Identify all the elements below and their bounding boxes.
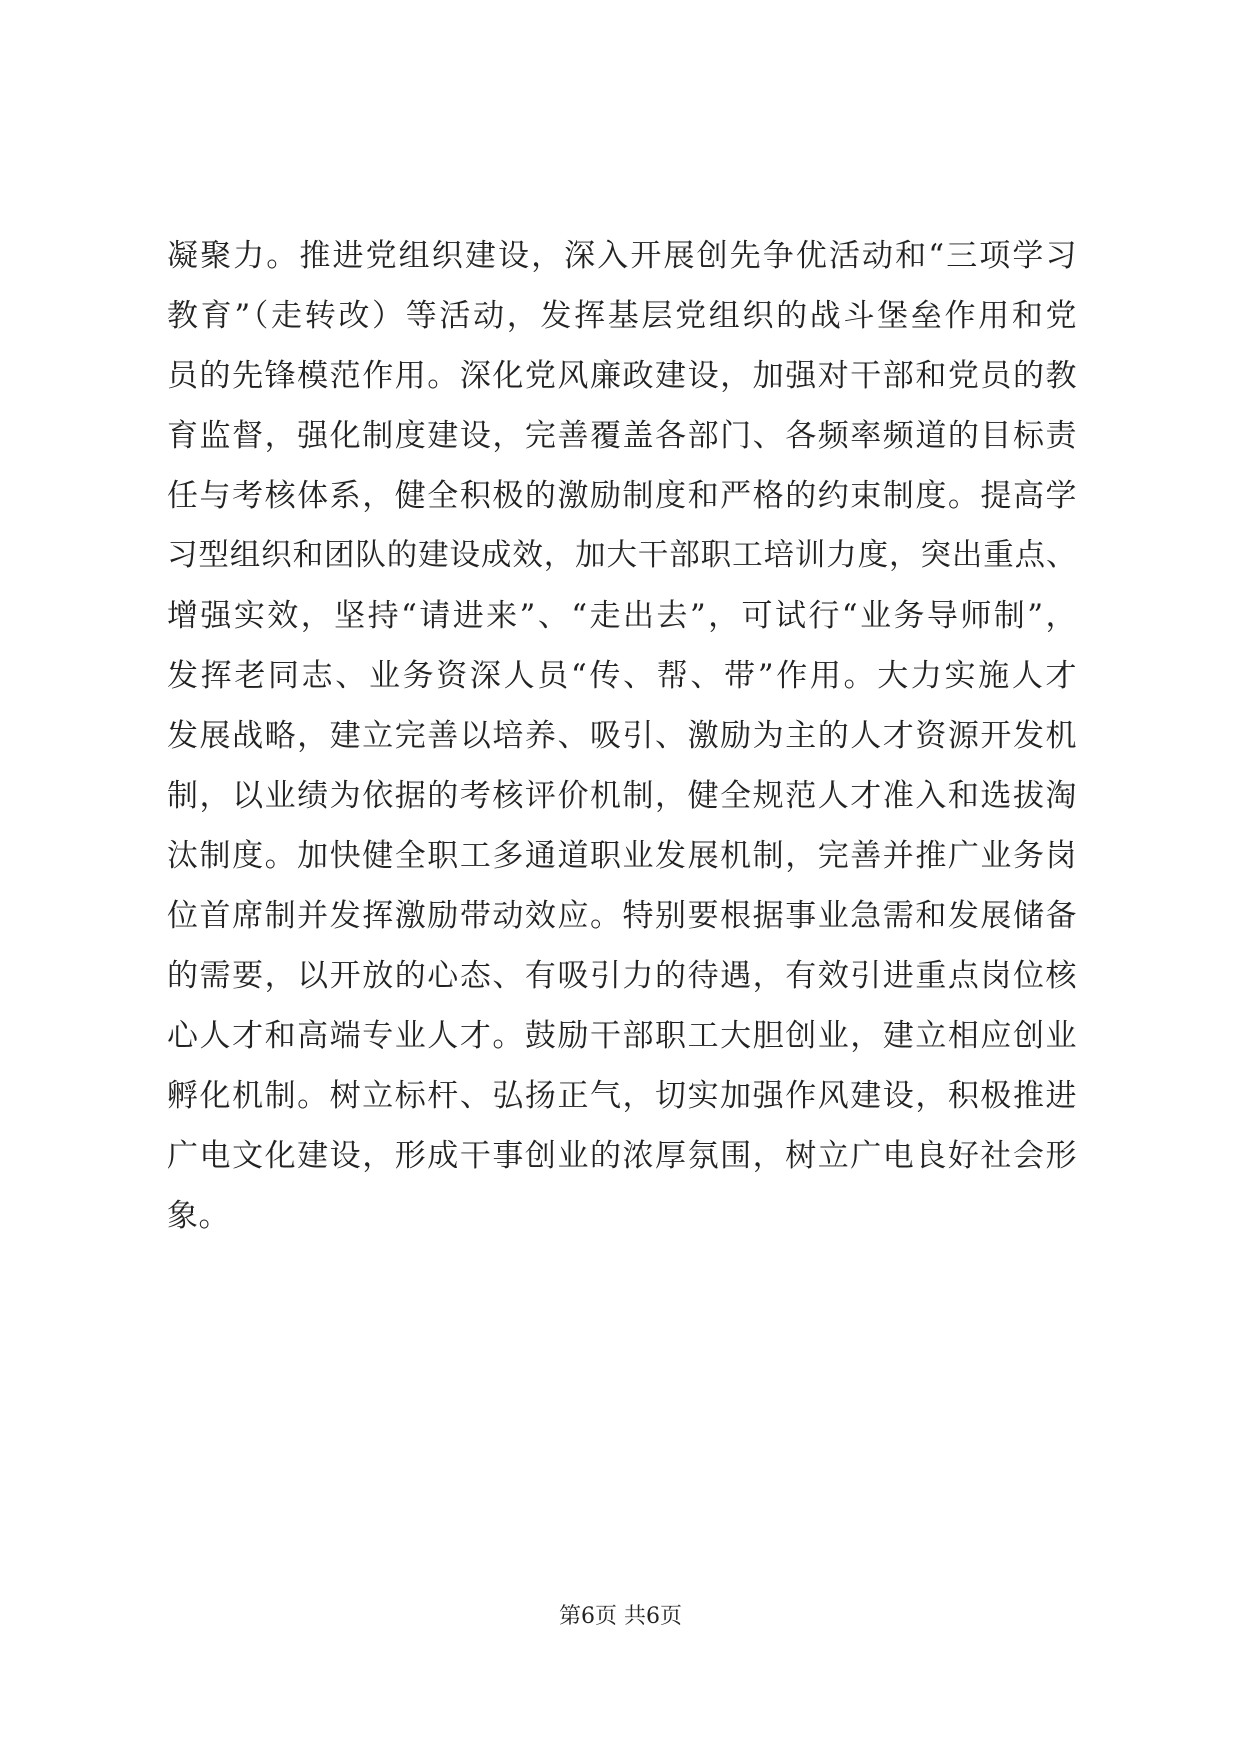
text-line: 发展战略，建立完善以培养、吸引、激励为主的人才资源开发机 — [167, 718, 1077, 754]
text-line: 制，以业绩为依据的考核评价机制，健全规范人才准入和选拔淘 — [167, 778, 1077, 814]
text-line-last: 象。 — [167, 1198, 230, 1234]
text-line: 的需要，以开放的心态、有吸引力的待遇，有效引进重点岗位核 — [167, 958, 1077, 994]
text-line: 孵化机制。树立标杆、弘扬正气，切实加强作风建设，积极推进 — [167, 1078, 1077, 1114]
body-paragraph — [167, 226, 1077, 1246]
text-line: 凝聚力。推进党组织建设，深入开展创先争优活动和“三项学习 — [167, 238, 1077, 274]
text-line: 任与考核体系，健全积极的激励制度和严格的约束制度。提高学 — [167, 478, 1077, 514]
text-line: 汰制度。加快健全职工多通道职业发展机制，完善并推广业务岗 — [167, 838, 1077, 874]
text-line: 心人才和高端专业人才。鼓励干部职工大胆创业，建立相应创业 — [167, 1018, 1077, 1054]
text-line: 广电文化建设，形成干事创业的浓厚氛围，树立广电良好社会形 — [167, 1138, 1077, 1174]
text-line: 增强实效，坚持“请进来”、“走出去”，可试行“业务导师制”， — [167, 598, 1077, 634]
text-line: 习型组织和团队的建设成效，加大干部职工培训力度，突出重点、 — [167, 538, 1077, 573]
text-line: 位首席制并发挥激励带动效应。特别要根据事业急需和发展储备 — [167, 898, 1077, 934]
text-line: 发挥老同志、业务资深人员“传、帮、带”作用。大力实施人才 — [167, 658, 1077, 694]
text-line: 员的先锋模范作用。深化党风廉政建设，加强对干部和党员的教 — [167, 358, 1077, 394]
text-line: 育监督，强化制度建设，完善覆盖各部门、各频率频道的目标责 — [167, 418, 1077, 454]
page-number-footer: 第6页 共6页 — [559, 1604, 682, 1629]
text-line: 教育”（走转改）等活动，发挥基层党组织的战斗堡垒作用和党 — [167, 298, 1077, 334]
